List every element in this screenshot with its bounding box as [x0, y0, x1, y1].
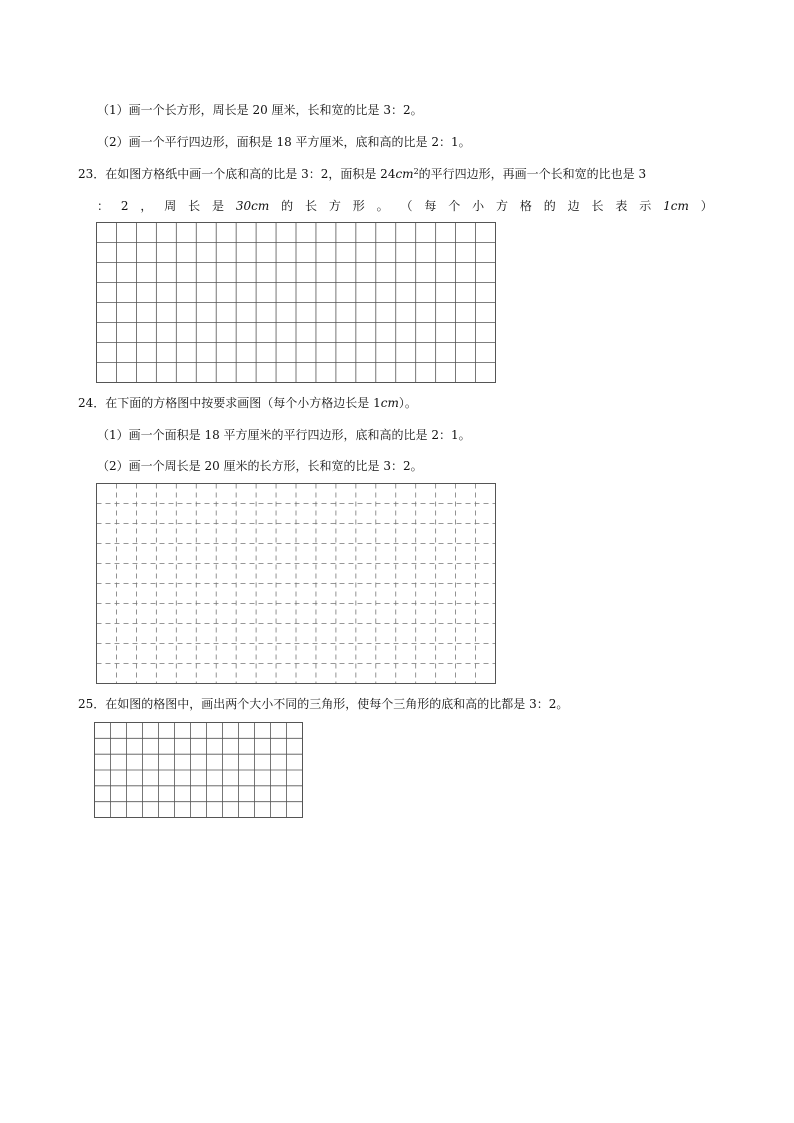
q23-line2-token: ， — [140, 199, 153, 213]
q23-line2-token: 小 — [472, 199, 485, 213]
q23-line2-token: ： — [97, 199, 110, 213]
q23-line2-token: 长 — [304, 199, 317, 213]
q23-line2-token: 2 — [120, 199, 129, 213]
q23-number: 23． — [78, 167, 106, 181]
q23-line2-token: 示 — [639, 199, 652, 213]
q24-title-unit: cm — [380, 396, 399, 410]
q23-line2-token: 格 — [519, 199, 532, 213]
q23-line2-token: 长 — [188, 199, 201, 213]
q23-line2-token: ） — [700, 199, 713, 213]
q23-line2-token: 的 — [281, 199, 294, 213]
q23-grid[interactable] — [96, 222, 496, 383]
q23-line2-token: 1cm — [663, 199, 689, 213]
q23-line2-token: 方 — [495, 199, 508, 213]
q23-line2-token: 。 — [376, 199, 389, 213]
q23-sup: 2 — [413, 167, 419, 176]
q22-sub1: （1）画一个长方形，周长是 20 厘米，长和宽的比是 3：2。 — [97, 103, 423, 117]
q23-text-b: 的平行四边形，再画一个长和宽的比也是 3 — [418, 167, 647, 181]
q23-line2-token: （ — [400, 199, 413, 213]
q24-grid[interactable] — [96, 483, 496, 684]
q23-line2 — [97, 199, 713, 213]
q23-line2-token: 的 — [543, 199, 556, 213]
q23-line2-token: 形 — [352, 199, 365, 213]
q23-line2-token: 个 — [448, 199, 461, 213]
q23-line2-token: 每 — [424, 199, 437, 213]
q24-title-text: 24．在下面的方格图中按要求画图（每个小方格边长是 1 — [78, 396, 381, 410]
q23-line2-token: 是 — [212, 199, 225, 213]
q23-line2-token: 周 — [164, 199, 177, 213]
q23-line2-token: 30cm — [235, 199, 270, 213]
q24-sub2: （2）画一个周长是 20 厘米的长方形，长和宽的比是 3：2。 — [97, 459, 423, 473]
q23-text-a: 在如图方格纸中画一个底和高的比是 3：2，面积是 24 — [105, 167, 396, 181]
q23-line2-token: 长 — [591, 199, 604, 213]
q23-unit: cm — [395, 167, 414, 181]
q23-line2-token: 边 — [567, 199, 580, 213]
q23-line2-token: 表 — [615, 199, 628, 213]
q25-grid[interactable] — [94, 722, 303, 818]
q24-title-end: ）。 — [398, 396, 417, 410]
q24-sub1: （1）画一个面积是 18 平方厘米的平行四边形，底和高的比是 2：1。 — [97, 428, 471, 442]
q23-title — [78, 167, 646, 181]
q24-title — [78, 396, 417, 410]
q23-line2-token: 方 — [328, 199, 341, 213]
q25-title: 25．在如图的格图中，画出两个大小不同的三角形，使每个三角形的底和高的比都是 3：2。 — [78, 697, 569, 711]
q22-sub2: （2）画一个平行四边形，面积是 18 平方厘米，底和高的比是 2：1。 — [97, 135, 471, 149]
